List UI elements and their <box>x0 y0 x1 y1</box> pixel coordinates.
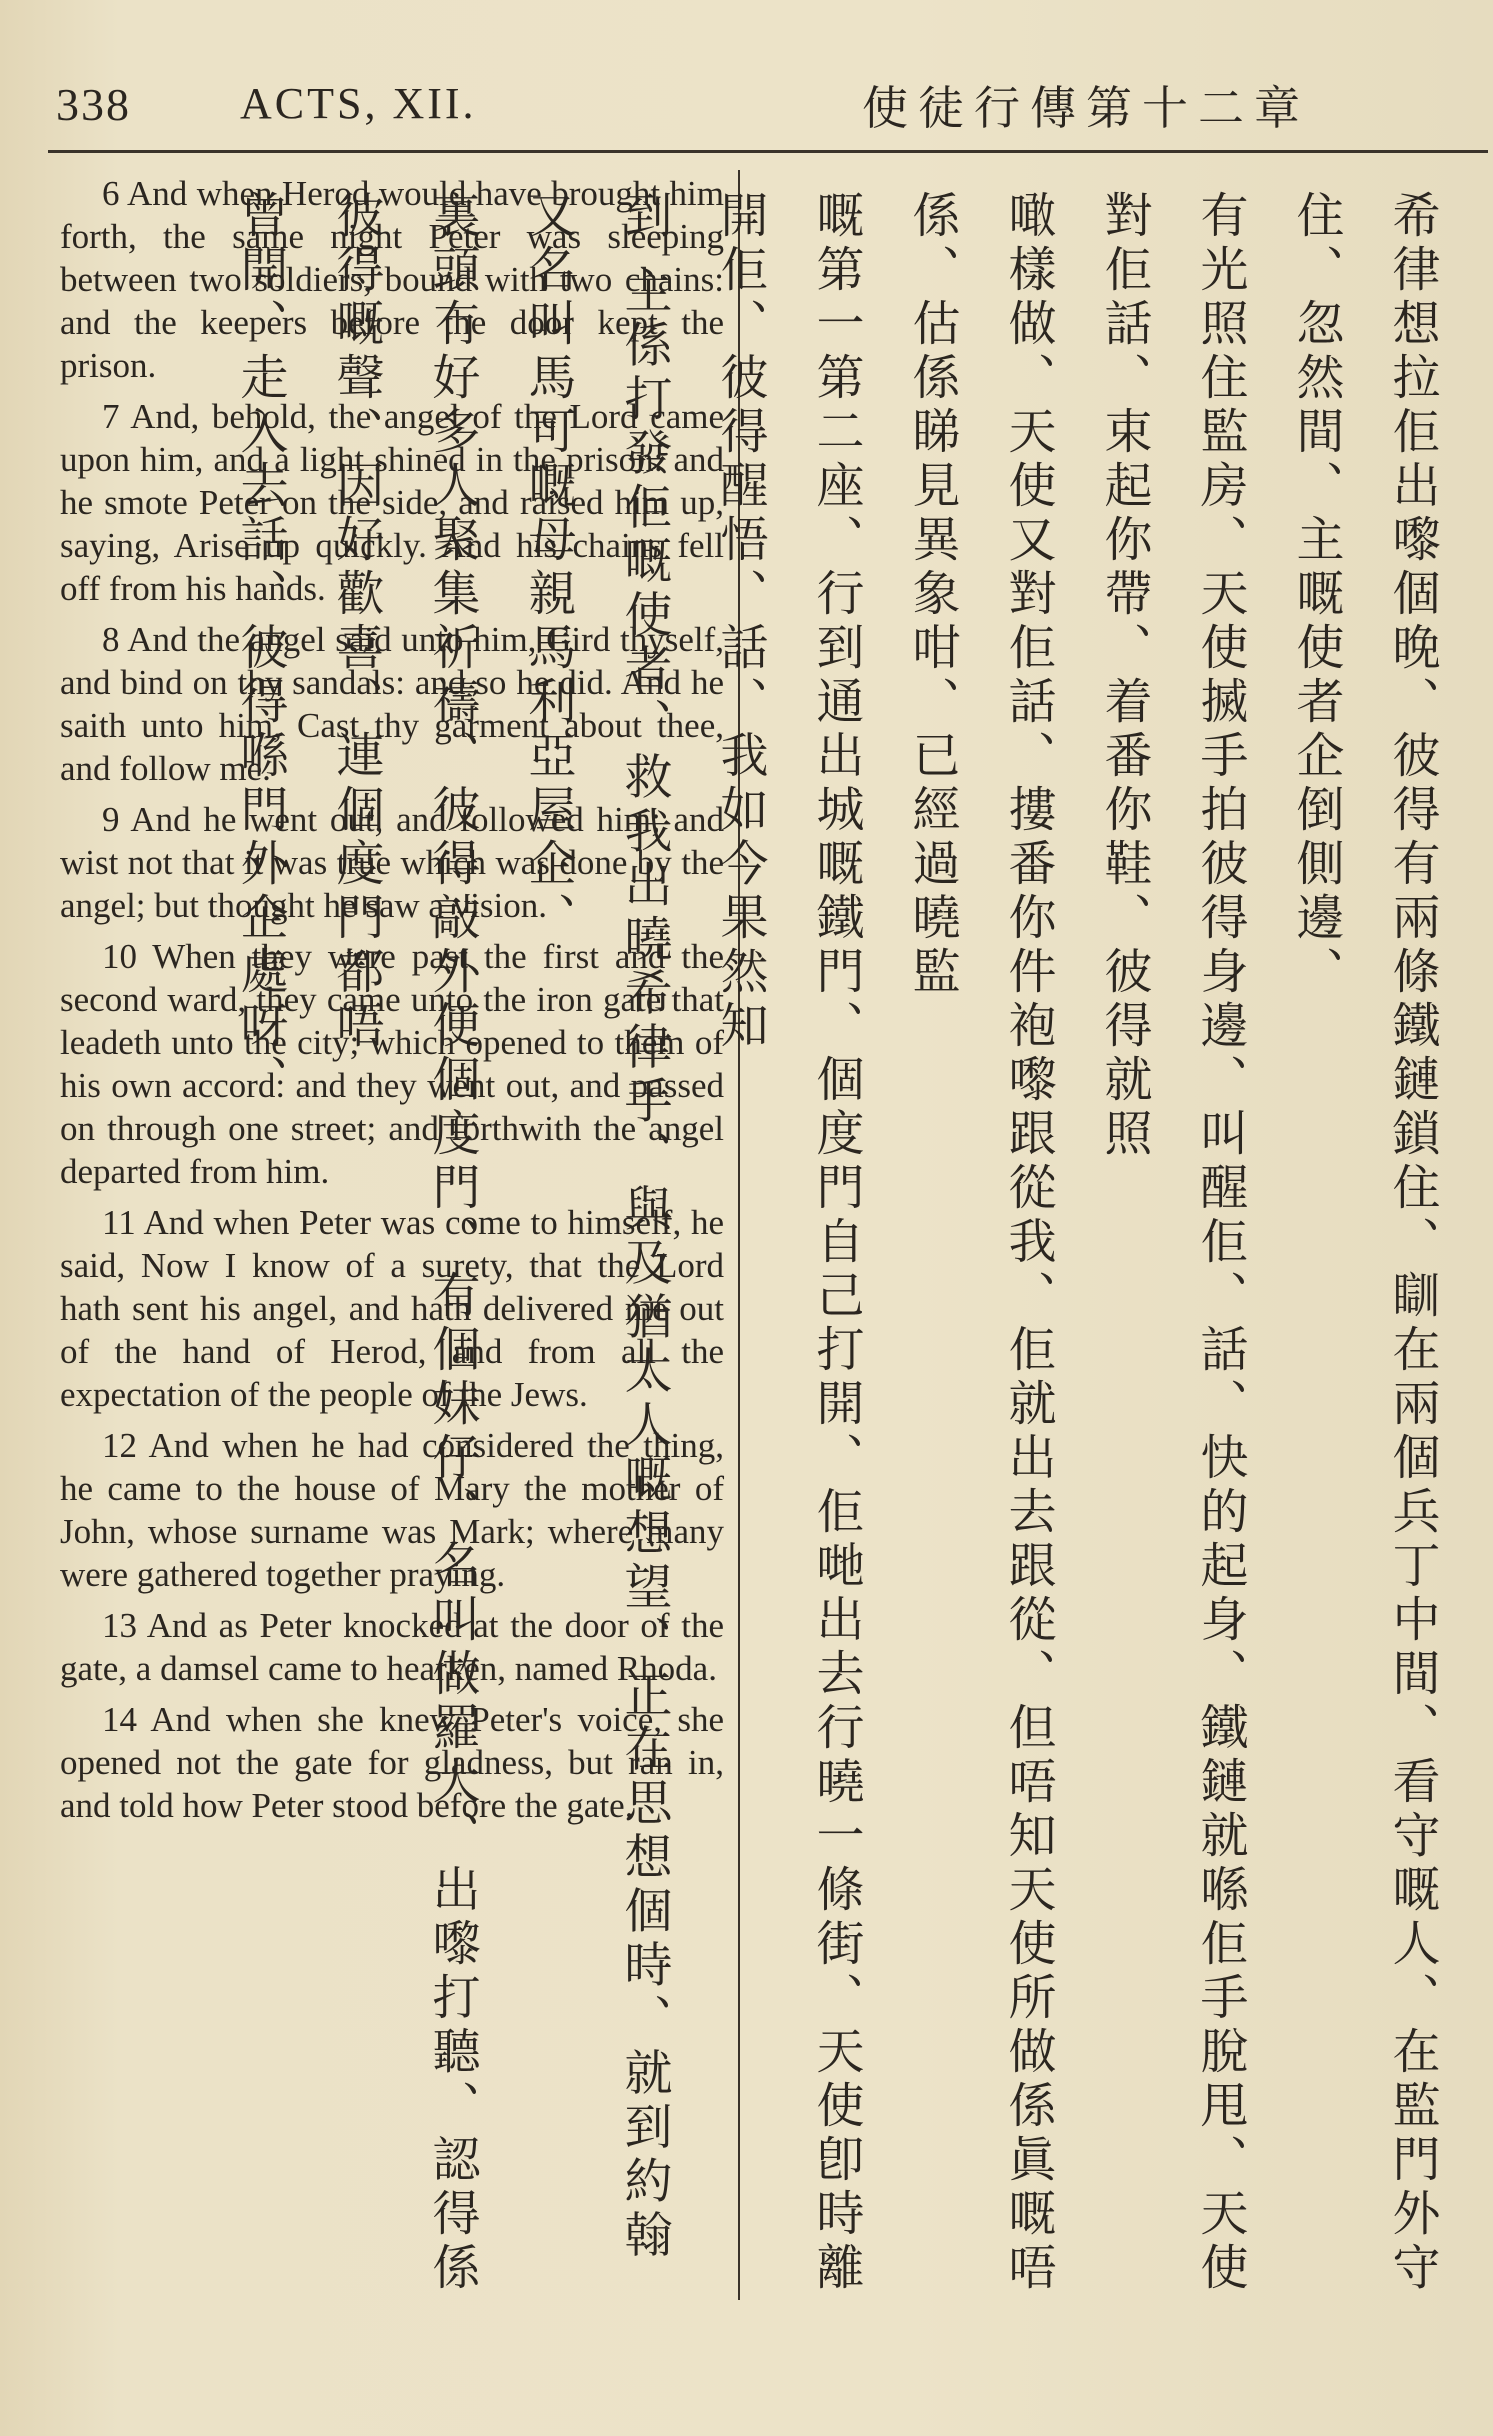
verse-7: 7 And, behold, the angel of the Lord came upon him, and a light shined in the prison: and he smote Peter on the side, and raised him up, saying, Arise up quickly. And his chains fell off from his hands. <box>60 397 724 608</box>
chinese-column-5: 到 主係打發佢嘅使者、救我出曉希律手、與及猶太人嘅想望、正在思想個時、就到約翰又名叫馬可嘅母親馬利亞屋企、 <box>520 190 672 2264</box>
chinese-column-4: 嘅第一第二座、行到通出城嘅鐵門、個度門自己打開、佢哋出去行曉一條街、天使卽時離開佢、彼得醒悟、話、我如今果然知 <box>712 190 864 2296</box>
verse-14: 14 And when she knew Peter's voice, she opened not the gate for gladness, but ran in, and told how Peter stood before the gate. <box>60 1700 724 1825</box>
page-header <box>50 70 1310 140</box>
verse-13: 13 And as Peter knocked at the door of the gate, a damsel came to hearken, named Rhoda. <box>60 1606 724 1688</box>
verse-9: 9 And he went out, and followed him; and wist not that it was true which was done by the angel; but thought he saw a vision. <box>60 800 724 925</box>
verse-8: 8 And the angel said unto him, Gird thyself, and bind on thy sandals: and so he did. And he saith unto him, Cast thy garment about thee, and follow me. <box>60 620 724 788</box>
chinese-column-3: 噉樣做、天使又對佢話、摟番你件袍嚟跟從我、佢就出去跟從、但唔知天使所做係眞嘅唔係、估係睇見異象咁、已經過曉監 <box>904 190 1056 2296</box>
chinese-column-6: 裏頭冇好多人聚集祈禱、彼得敲外便個度門、有個妹仔、名叫做羅大、出嚟打聽、認得係彼得嘅聲、因好歡喜、連個度門都唔 <box>328 190 480 2296</box>
chinese-column-2: 有光照住監房、天使搣手拍彼得身邊、叫醒佢、話、快的起身、鐵鏈就喺佢手脫甩、天使對佢話、束起你帶、着番你鞋、彼得就照 <box>1096 190 1248 2296</box>
header-rule <box>48 150 1488 153</box>
verse-12: 12 And when he had considered the thing, he came to the house of Mary the mother of John, whose surname was Mark; where many were gathered together praying. <box>60 1426 724 1594</box>
verse-6: 6 And when Herod would have brought him forth, the same night Peter was sleeping between two soldiers, bound with two chains: and the keepers before the door kept the prison. <box>60 174 724 385</box>
book-title: ACTS, XII. <box>240 79 477 128</box>
verse-11: 11 And when Peter was come to himself, he said, Now I know of a surety, that the Lord hath sent his angel, and hath delivered me out of the hand of Herod, and from all the expectation of the people of the Jews. <box>60 1203 724 1414</box>
chinese-column-7: 曾開、走入去話、彼得喺門外企處呀、 <box>232 190 288 1108</box>
page-number: 338 <box>56 79 131 130</box>
verse-10: 10 When they were past the first and the second ward, they came unto the iron gate that leadeth unto the city; which opened to them of his own accord: and they went out, and passed on through one street; and forthwith the angel departed from him. <box>60 937 724 1191</box>
chinese-column-1: 希律想拉佢出嚟個晚、彼得有兩條鐵鏈鎖住、瞓在兩個兵丁中間、看守嘅人、在監門外守住、忽然間、主嘅使者企倒側邊、 <box>1288 190 1440 2296</box>
chinese-title: 使徒行傳第十二章 <box>862 81 1310 135</box>
